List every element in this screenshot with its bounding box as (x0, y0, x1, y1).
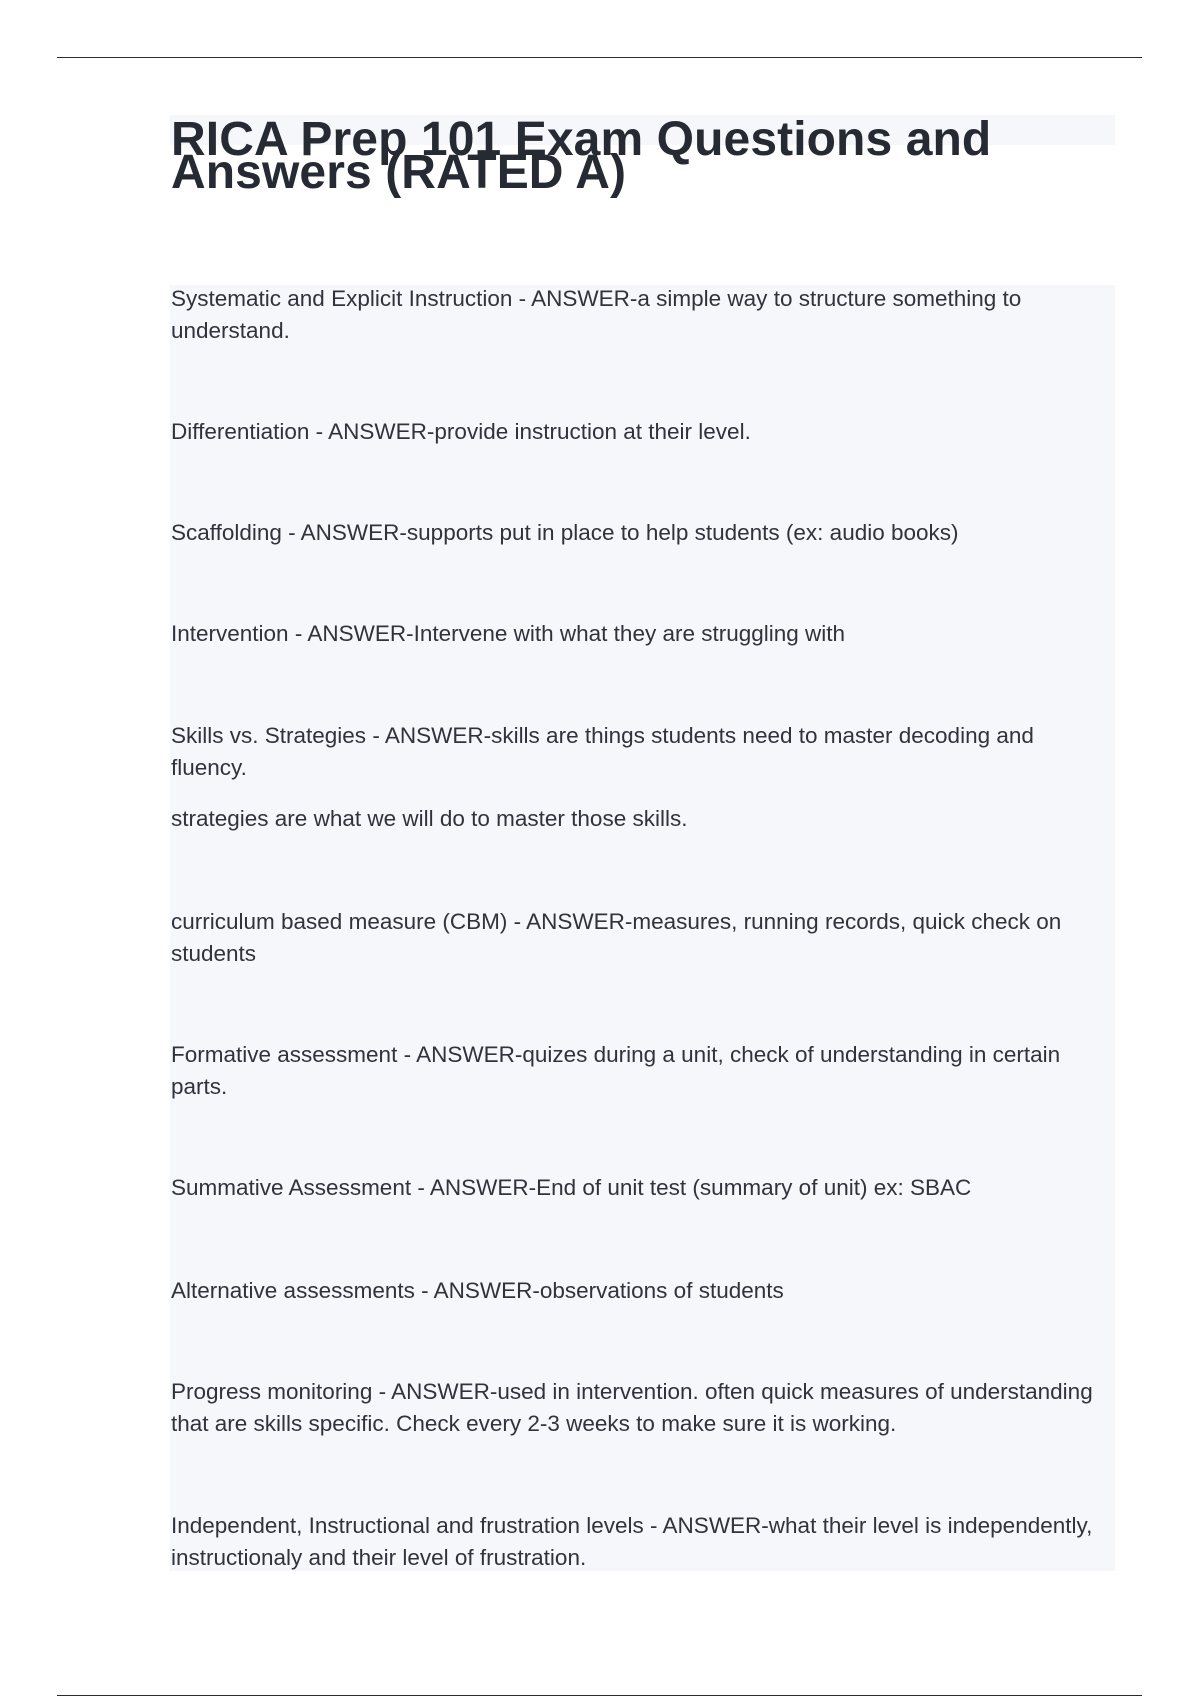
header-rule (57, 57, 1142, 58)
qa-entry-alternative-assessments: Alternative assessments - ANSWER-observations of students (171, 1278, 784, 1303)
qa-entry-scaffolding: Scaffolding - ANSWER-supports put in place to help students (ex: audio books) (171, 520, 959, 545)
qa-entry-independent-instructional-frustration-levels: Independent, Instructional and frustration levels - ANSWER-what their level is independently, instructionaly and their level of frustration. (171, 1513, 1093, 1570)
qa-entry-skills-vs-strategies: Skills vs. Strategies - ANSWER-skills are things students need to master decoding and fluency. (171, 723, 1034, 780)
footer-rule (57, 1695, 1142, 1696)
qa-entry-strategies-continuation: strategies are what we will do to master those skills. (171, 806, 688, 831)
qa-entry-summative-assessment: Summative Assessment - ANSWER-End of unit test (summary of unit) ex: SBAC (171, 1175, 972, 1200)
qa-entry-curriculum-based-measure: curriculum based measure (CBM) - ANSWER-measures, running records, quick check on students (171, 909, 1062, 966)
qa-entry-formative-assessment: Formative assessment - ANSWER-quizes during a unit, check of understanding in certain parts. (171, 1042, 1061, 1099)
qa-entry-progress-monitoring: Progress monitoring - ANSWER-used in intervention. often quick measures of understanding that are skills specific. Check every 2-3 weeks to make sure it is working. (171, 1379, 1093, 1436)
qa-entry-intervention: Intervention - ANSWER-Intervene with what they are struggling with (171, 621, 846, 646)
qa-entry-differentiation: Differentiation - ANSWER-provide instruction at their level. (171, 419, 751, 444)
qa-entry-systematic-explicit-instruction: Systematic and Explicit Instruction - ANSWER-a simple way to structure something to understand. (171, 286, 1022, 343)
document-title: RICA Prep 101 Exam Questions and Answers (RATED A) (171, 113, 992, 199)
